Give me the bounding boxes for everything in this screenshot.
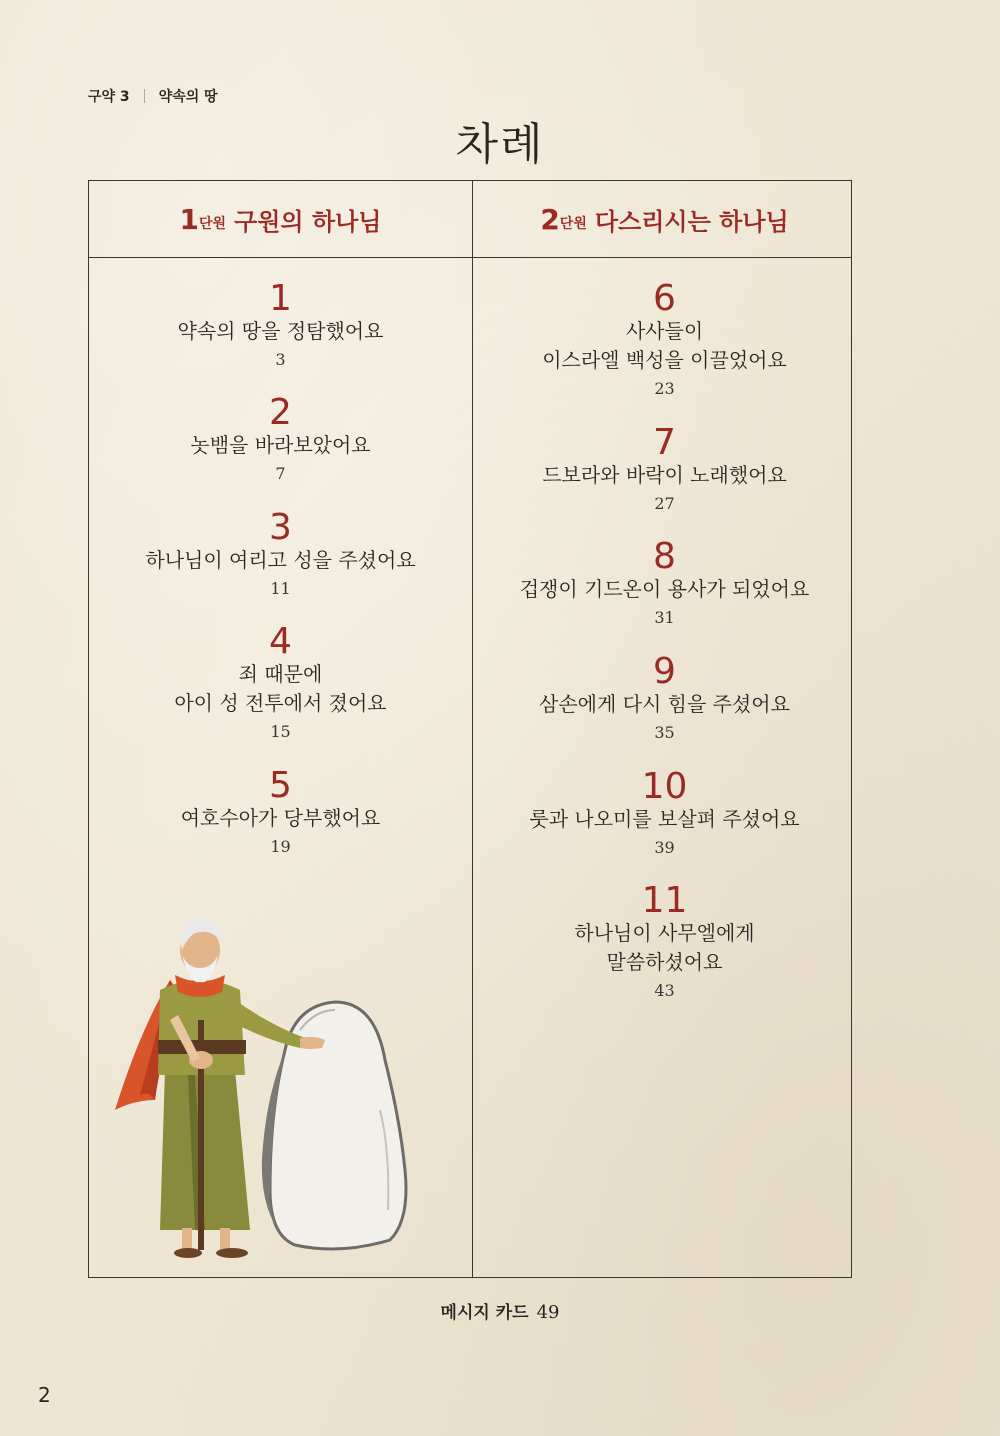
chapter-number: 1 — [269, 278, 292, 319]
chapter-title: 죄 때문에 아이 성 전투에서 졌어요 — [174, 662, 387, 715]
unit-number: 1 — [179, 202, 199, 236]
unit-word: 단원 — [559, 216, 587, 232]
unit-word: 단원 — [198, 216, 227, 232]
toc-entry[interactable] — [89, 392, 472, 488]
toc-entry[interactable] — [89, 765, 472, 861]
chapter-number: 6 — [653, 278, 676, 319]
unit-name: 구원의 하나님 — [234, 207, 382, 236]
toc-entry[interactable] — [473, 422, 856, 518]
unit-2-header — [473, 181, 856, 257]
toc-entry[interactable] — [89, 278, 472, 374]
chapter-page: 19 — [270, 837, 291, 856]
chapter-title: 여호수아가 당부했어요 — [180, 806, 381, 830]
series-label: 구약 3 — [88, 89, 130, 105]
toc-entry[interactable] — [473, 651, 856, 747]
page-number: 2 — [38, 1383, 51, 1407]
unit-number: 2 — [540, 202, 560, 236]
chapter-title: 삼손에게 다시 힘을 주셨어요 — [539, 692, 790, 716]
chapter-number: 8 — [653, 536, 676, 577]
page-title: 차례 — [455, 119, 545, 170]
chapter-number: 2 — [269, 392, 292, 433]
running-head-divider — [144, 89, 145, 103]
chapter-page: 31 — [654, 608, 675, 627]
toc-entry[interactable] — [473, 278, 856, 403]
book-label: 약속의 땅 — [158, 89, 218, 105]
chapter-number: 10 — [641, 766, 688, 807]
chapter-page: 43 — [654, 981, 675, 1000]
chapter-title: 하나님이 여리고 성을 주셨어요 — [145, 548, 416, 572]
chapter-number: 7 — [653, 422, 676, 463]
chapter-number: 5 — [269, 765, 292, 806]
chapter-page: 35 — [654, 723, 675, 742]
chapter-title: 하나님이 사무엘에게 말씀하셨어요 — [574, 921, 755, 974]
unit-name: 다스리시는 하나님 — [594, 207, 789, 236]
chapter-number: 4 — [269, 621, 292, 662]
chapter-title: 놋뱀을 바라보았어요 — [190, 433, 371, 457]
header-rule — [89, 257, 851, 258]
chapter-page: 23 — [654, 379, 675, 398]
running-head — [88, 86, 218, 106]
toc-entry[interactable] — [89, 621, 472, 746]
toc-entry[interactable] — [89, 507, 472, 603]
chapter-title: 약속의 땅을 정탐했어요 — [177, 319, 384, 343]
chapter-page: 7 — [275, 464, 286, 483]
chapter-title: 사사들이 이스라엘 백성을 이끌었어요 — [542, 319, 787, 372]
message-card-label: 메시지 카드 — [440, 1303, 529, 1323]
message-card-entry[interactable] — [0, 1298, 1000, 1323]
chapter-page: 11 — [270, 579, 291, 598]
toc-entry[interactable] — [473, 766, 856, 862]
chapter-title: 드보라와 바락이 노래했어요 — [542, 463, 787, 487]
chapter-title: 겁쟁이 기드온이 용사가 되었어요 — [519, 577, 810, 601]
joshua-with-stone-illustration — [100, 910, 430, 1270]
chapter-number: 3 — [269, 507, 292, 548]
chapter-page: 27 — [654, 494, 675, 513]
chapter-page: 3 — [275, 350, 286, 369]
chapter-page: 39 — [654, 838, 675, 857]
chapter-title: 룻과 나오미를 보살펴 주셨어요 — [529, 807, 800, 831]
toc-entry[interactable] — [473, 880, 856, 1005]
chapter-page: 15 — [270, 722, 291, 741]
chapter-number: 11 — [641, 880, 688, 921]
message-card-page: 49 — [536, 1302, 560, 1323]
toc-entry[interactable] — [473, 536, 856, 632]
chapter-number: 9 — [653, 651, 676, 692]
unit-1-header — [89, 181, 472, 257]
